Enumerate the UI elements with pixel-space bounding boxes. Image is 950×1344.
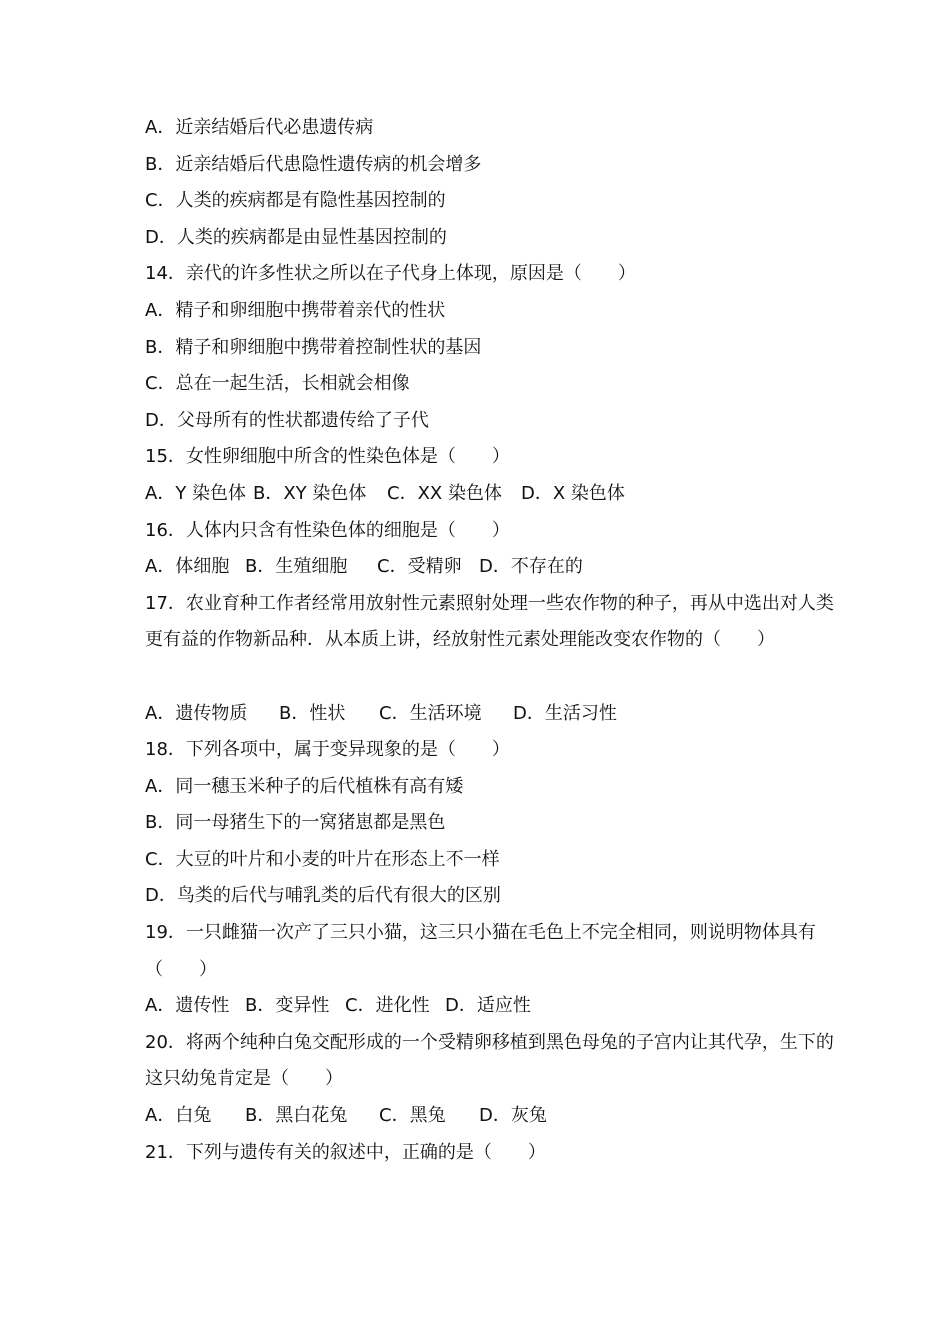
q20-option-b: B．黑白花兔 xyxy=(245,1105,348,1127)
q13-option-c: C．人类的疾病都是有隐性基因控制的 xyxy=(145,190,446,212)
q16-option-d: D．不存在的 xyxy=(479,556,583,578)
q17-options xyxy=(145,696,835,733)
q17-option-c: C．生活环境 xyxy=(379,702,482,724)
q13-option-b: B．近亲结婚后代患隐性遗传病的机会增多 xyxy=(145,153,482,175)
q15-options xyxy=(145,476,835,513)
question-15: 15．女性卵细胞中所含的性染色体是（ ） xyxy=(145,446,510,468)
q15-option-b: B．XY 染色体 xyxy=(253,482,367,504)
q15-option-c: C．XX 染色体 xyxy=(387,482,502,504)
q20-option-a: A．白兔 xyxy=(145,1105,212,1127)
q16-option-b: B．生殖细胞 xyxy=(245,556,348,578)
q19-option-a: A．遗传性 xyxy=(145,995,230,1017)
q19-option-c: C．进化性 xyxy=(345,995,430,1017)
q19-options xyxy=(145,988,835,1025)
q14-option-c: C．总在一起生活，长相就会相像 xyxy=(145,373,410,395)
q17-option-d: D．生活习性 xyxy=(513,702,617,724)
question-20: 20．将两个纯种白兔交配形成的一个受精卵移植到黑色母兔的子宫内让其代孕，生下的这只幼兔肯定是（ ） xyxy=(145,1031,834,1090)
q18-option-a: A．同一穗玉米种子的后代植株有高有矮 xyxy=(145,775,464,797)
q13-option-a: A．近亲结婚后代必患遗传病 xyxy=(145,117,374,138)
q18-option-d: D．鸟类的后代与哺乳类的后代有很大的区别 xyxy=(145,885,501,907)
q18-option-c: C．大豆的叶片和小麦的叶片在形态上不一样 xyxy=(145,848,500,870)
q14-option-a: A．精子和卵细胞中携带着亲代的性状 xyxy=(145,299,446,321)
q17-option-a: A．遗传物质 xyxy=(145,702,248,724)
q15-option-d: D．X 染色体 xyxy=(521,482,625,504)
question-21: 21．下列与遗传有关的叙述中，正确的是（ ） xyxy=(145,1141,546,1163)
q20-option-c: C．黑兔 xyxy=(379,1105,446,1127)
q16-option-a: A．体细胞 xyxy=(145,556,230,578)
q17-option-b: B．性状 xyxy=(279,702,346,724)
question-18: 18．下列各项中，属于变异现象的是（ ） xyxy=(145,739,510,761)
q20-options xyxy=(145,1098,835,1135)
question-content xyxy=(145,110,835,1171)
q15-option-a: A．Y 染色体 xyxy=(145,482,247,504)
q20-option-d: D．灰兔 xyxy=(479,1105,547,1127)
question-19: 19．一只雌猫一次产了三只小猫，这三只小猫在毛色上不完全相同，则说明物体具有（ ） xyxy=(145,922,816,980)
q19-option-b: B．变异性 xyxy=(245,995,330,1017)
q16-option-c: C．受精卵 xyxy=(377,556,462,578)
question-16: 16．人体内只含有性染色体的细胞是（ ） xyxy=(145,519,510,541)
q19-option-d: D．适应性 xyxy=(445,995,531,1017)
question-17: 17．农业育种工作者经常用放射性元素照射处理一些农作物的种子，再从中选出对人类更有益的作物新品种．从本质上讲，经放射性元素处理能改变农作物的（ ） xyxy=(145,592,834,651)
q14-option-b: B．精子和卵细胞中携带着控制性状的基因 xyxy=(145,336,482,358)
question-14: 14．亲代的许多性状之所以在子代身上体现，原因是（ ） xyxy=(145,263,636,285)
q16-options xyxy=(145,549,835,586)
q14-option-d: D．父母所有的性状都遗传给了子代 xyxy=(145,409,429,431)
q18-option-b: B．同一母猪生下的一窝猪崽都是黑色 xyxy=(145,812,446,834)
q13-option-d: D．人类的疾病都是由显性基因控制的 xyxy=(145,226,447,248)
